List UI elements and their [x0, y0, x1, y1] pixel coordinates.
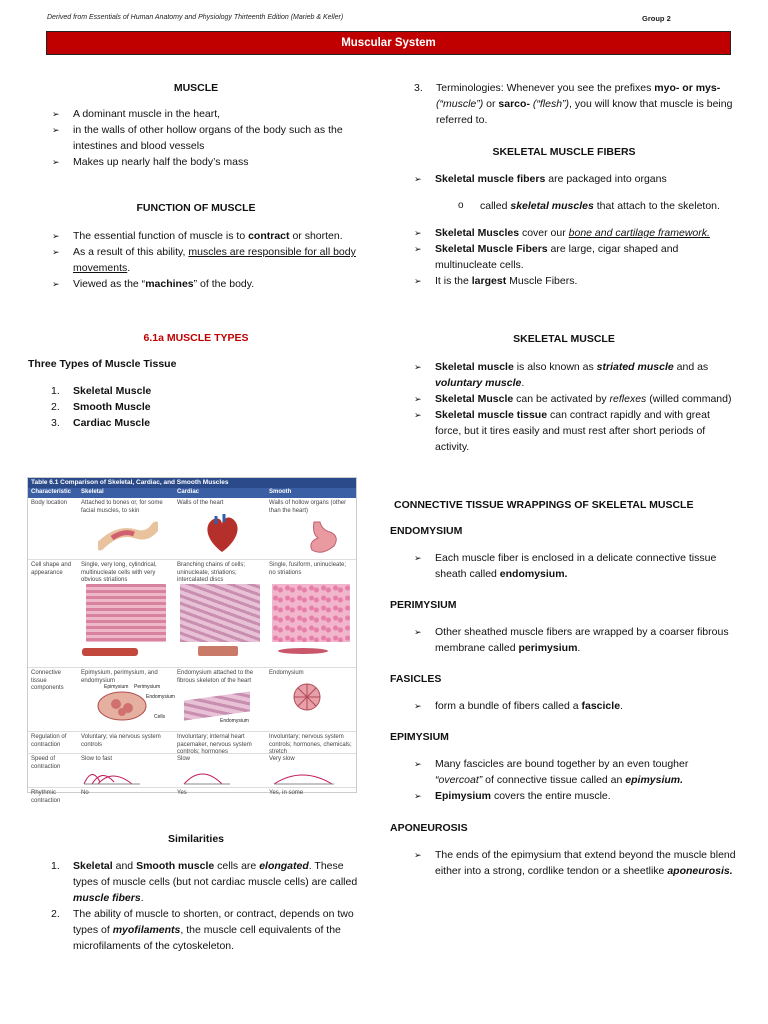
list-item: ➢ Viewed as the “machines” of the body. — [28, 276, 364, 292]
list-item: ➢ Skeletal Muscle can be activated by reflexes (willed command) — [390, 391, 738, 407]
smooth-speed-curve — [272, 764, 336, 786]
cardiac-connective-image — [184, 691, 250, 720]
table-cell: Attached to bones or, for some facial muscles, to skin — [78, 498, 174, 559]
table-cell: Epimysium, perimysium, and endomysium Epimysium Perimysium Endomysium Cells — [78, 668, 174, 731]
cardiac-cell-image — [198, 646, 238, 656]
table-row — [28, 788, 356, 808]
table-header: Skeletal — [81, 489, 104, 495]
table-row — [28, 498, 356, 560]
connective-tissue-heading: CONNECTIVE TISSUE WRAPPINGS OF SKELETAL MUSCLE — [394, 499, 694, 511]
table-header-row — [28, 488, 356, 498]
perimysium-list — [390, 624, 738, 656]
table-cell: Speed of contraction — [31, 756, 61, 770]
list-item: 3. Terminologies: Whenever you see the prefixes myo- or mys- (“muscle”) or sarco- (“flesh”), you will know that muscle is being referred to. — [414, 82, 733, 126]
table-cell: Voluntary; via nervous system controls — [81, 734, 161, 748]
table-cell: Slow — [174, 754, 266, 787]
page-title: Muscular System — [341, 37, 436, 49]
table-cell: Yes, in some — [269, 790, 304, 796]
perimysium-heading: PERIMYSIUM — [390, 599, 457, 611]
table-row — [28, 754, 356, 788]
fibers-list-2 — [390, 225, 738, 289]
fibers-sublist — [390, 198, 738, 214]
muscle-types-list — [28, 383, 364, 431]
table-cell: Endomysium attached to the fibrous skeleton of the heart Endomysium — [177, 670, 254, 724]
stomach-illustration — [304, 520, 340, 556]
cells-label: Cells — [154, 714, 166, 720]
terminology-list — [390, 80, 738, 128]
aponeurosis-heading: APONEUROSIS — [390, 822, 468, 834]
list-item: ➢ Skeletal Muscles cover our bone and cartilage framework. — [390, 225, 738, 241]
table-cell: No — [81, 790, 89, 796]
table-cell: Connective tissue components — [31, 670, 64, 691]
smooth-cell-image — [278, 648, 328, 654]
table-cell: Slow to fast — [78, 754, 174, 787]
table-cell: Regulation of contraction — [31, 734, 67, 748]
epimysium-heading: EPIMYSIUM — [390, 731, 449, 743]
table-caption: Table 6.1 Comparison of Skeletal, Cardiac, and Smooth Muscles — [28, 478, 356, 488]
fibers-list — [390, 171, 738, 187]
similarities-list — [28, 858, 364, 954]
similarities-heading: Similarities — [167, 833, 225, 845]
heart-illustration — [202, 512, 242, 554]
skeletal-muscle-list — [390, 359, 738, 455]
cardiac-speed-curve — [182, 764, 232, 786]
epimysium-label: Epimysium — [104, 684, 129, 690]
perimysium-label: Perimysium — [134, 684, 161, 690]
muscle-heading: MUSCLE — [173, 82, 219, 94]
skeletal-tissue-image — [86, 584, 166, 642]
epimysium-list — [390, 756, 738, 804]
smooth-connective-diagram — [292, 682, 322, 712]
list-item: ➢ Each muscle fiber is enclosed in a delicate connective tissue sheath called endomysium. — [390, 550, 738, 582]
list-item: ➢ It is the largest Muscle Fibers. — [390, 273, 738, 289]
skeletal-speed-curve — [82, 764, 142, 786]
table-cell: Endomysium — [266, 668, 356, 731]
list-item: ➢ Skeletal Muscle Fibers are large, cigar shaped and multinucleate cells. — [390, 241, 738, 273]
table-row — [28, 732, 356, 754]
function-list — [28, 228, 364, 292]
comparison-table-figure — [27, 477, 357, 804]
list-item: ➢ As a result of this ability, muscles are responsible for all body movements. — [28, 244, 364, 276]
table-header: Characteristic — [31, 489, 72, 495]
endomysium-label: Endomysium — [146, 694, 175, 700]
table-cell: Walls of hollow organs (other than the heart) — [266, 498, 356, 559]
table-cell: Involuntary; nervous system controls; hormones, chemicals; stretch — [269, 734, 352, 755]
list-item: ➢ form a bundle of fibers called a fascicle. — [390, 698, 738, 714]
group-label: Group 2 — [642, 14, 671, 23]
list-item: ➢ Makes up nearly half the body’s mass — [28, 154, 364, 170]
similarities-section — [28, 831, 364, 954]
list-item: ➢ in the walls of other hollow organs of the body such as the intestines and blood vessels — [28, 122, 364, 154]
page-title-bar — [46, 31, 731, 55]
table-cell: Walls of the heart — [174, 498, 266, 559]
list-item: ➢ A dominant muscle in the heart, — [28, 106, 364, 122]
table-cell: Branching chains of cells; uninucleate, striations; intercalated discs — [174, 560, 266, 667]
table-header: Smooth — [269, 489, 292, 495]
fasicles-heading: FASICLES — [390, 673, 442, 685]
skeletal-cell-image — [82, 648, 138, 656]
list-item: ➢ Skeletal muscle fibers are packaged into organs — [390, 171, 738, 187]
muscle-types-subheading: Three Types of Muscle Tissue — [28, 358, 177, 370]
muscle-list — [28, 106, 364, 170]
arm-illustration — [98, 520, 158, 552]
list-item: ➢ Skeletal muscle tissue can contract rapidly and with great force, but it tires easily and must rest after short periods of activity. — [390, 407, 738, 455]
skeletal-muscle-heading: SKELETAL MUSCLE — [513, 333, 615, 345]
table-cell: Yes — [177, 790, 187, 796]
endomysium-list — [390, 550, 738, 582]
endomysium-heading: ENDOMYSIUM — [390, 525, 463, 537]
source-citation: Derived from Essentials of Human Anatomy and Physiology Thirteenth Edition (Marieb & Keller) — [47, 14, 344, 21]
smooth-tissue-image — [272, 584, 350, 642]
table-cell: Very slow — [266, 754, 356, 787]
list-item: ➢ Many fascicles are bound together by an even tougher “overcoat” of connective tissue called an epimysium. — [390, 756, 738, 788]
list-item: ➢ The essential function of muscle is to contract or shorten. — [28, 228, 364, 244]
fasicles-list — [390, 698, 738, 714]
list-item: ➢ Skeletal muscle is also known as striated muscle and as voluntary muscle. — [390, 359, 738, 391]
table-cell: Rhythmic contraction — [31, 790, 61, 804]
list-item: o called skeletal muscles that attach to the skeleton. — [390, 198, 738, 214]
list-item: 1. Skeletal Muscle — [51, 385, 152, 397]
list-item: ➢ Epimysium covers the entire muscle. — [390, 788, 738, 804]
list-item: 2. Smooth Muscle — [51, 401, 151, 413]
table-row — [28, 560, 356, 668]
endomysium-label: Endomysium — [220, 718, 249, 724]
list-item: 3. Cardiac Muscle — [51, 417, 151, 429]
cardiac-tissue-image — [180, 584, 260, 642]
list-item: 2. The ability of muscle to shorten, or contract, depends on two types of myofilaments, the muscle cell equivalents of the microfilaments of the cytoskeleton. — [51, 908, 354, 952]
table-cell: Cell shape and appearance — [31, 562, 72, 576]
table-header: Cardiac — [177, 489, 200, 495]
list-item: 1. Skeletal and Smooth muscle cells are elongated. These types of muscle cells (but not cardiac muscle cells) are called muscle fibers. — [51, 860, 358, 904]
list-item: ➢ The ends of the epimysium that extend beyond the muscle blend either into a strong, cordlike tendon or a sheetlike aponeurosis. — [390, 847, 738, 879]
table-cell: Involuntary; internal heart pacemaker, nervous system controls; hormones — [177, 734, 252, 755]
right-column — [390, 80, 738, 879]
table-cell: Single, very long, cylindrical, multinucleate cells with very obvious striations — [78, 560, 174, 667]
fibers-heading: SKELETAL MUSCLE FIBERS — [492, 146, 636, 158]
table-row — [28, 668, 356, 732]
left-column — [28, 80, 364, 431]
table-cell: Single, fusiform, uninucleate; no striations — [266, 560, 356, 667]
table-cell: Body location — [31, 500, 68, 506]
aponeurosis-list — [390, 847, 738, 879]
list-item: ➢ Other sheathed muscle fibers are wrapped by a coarser fibrous membrane called perimysium. — [390, 624, 738, 656]
muscle-types-heading: 6.1a MUSCLE TYPES — [143, 332, 249, 344]
function-heading: FUNCTION OF MUSCLE — [136, 202, 256, 214]
